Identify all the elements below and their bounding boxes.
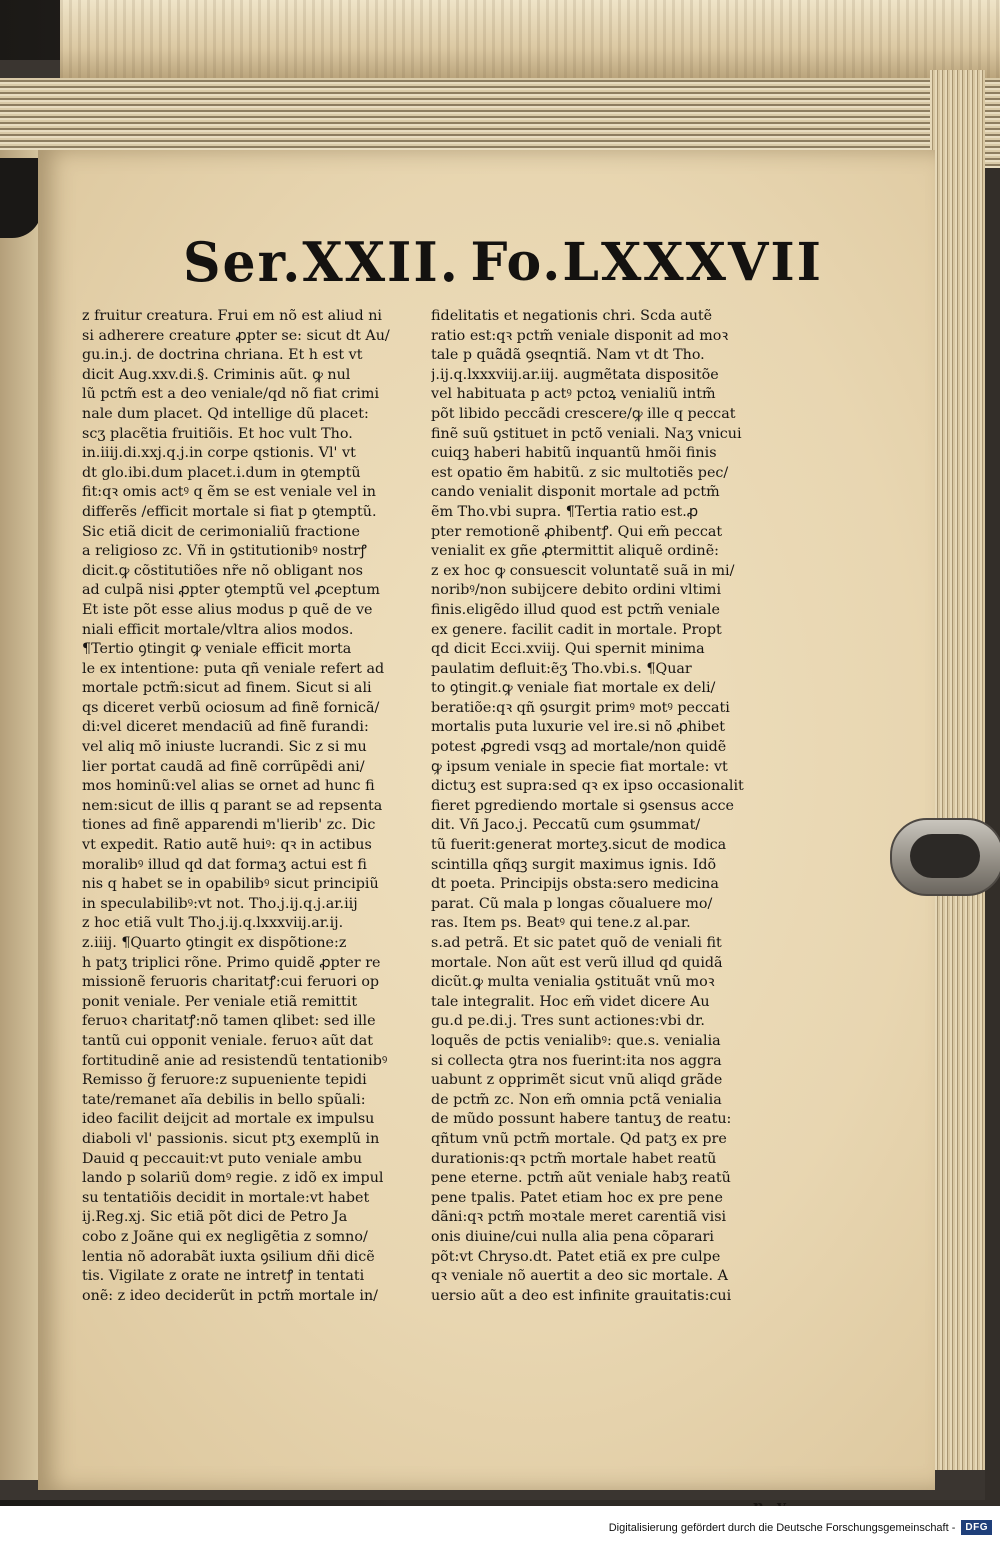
text-line: niali efficit mortale/vltra alios modos. xyxy=(82,621,354,638)
text-line: ponit veniale. Per veniale etiã remittit xyxy=(82,993,358,1010)
text-line: z.iiij. ¶Quarto ꝯtingit ex dispõtione:z xyxy=(82,935,347,951)
text-line: si adherere creature ꝓpter se: sicut dt Au/ xyxy=(82,327,390,344)
text-line: qs diceret verbũ ociosum ad finẽ fornicã/ xyxy=(82,699,380,716)
text-line: nem:sicut de illis q parant se ad repsenta xyxy=(82,797,383,814)
footer-bar xyxy=(0,1506,1000,1541)
text-line: differẽs /efficit mortale si fiat p ꝯtemptũ. xyxy=(82,503,377,520)
text-line: mos hominũ:vel alias se ornet ad hunc fi xyxy=(82,778,375,795)
page-edges-top xyxy=(60,0,1000,82)
text-line: qñtum vnũ pctm̃ mortale. Qd patʒ ex pre xyxy=(431,1130,727,1147)
dfg-logo-icon: DFG xyxy=(961,1520,992,1535)
text-line: mortale. Non aũt est verũ illud qd quidã xyxy=(431,954,723,971)
text-line: z hoc etiã vult Tho.j.ij.q.lxxxviij.ar.ij. xyxy=(82,915,344,932)
text-line: onis diuine/cui nulla alia pena cõparari xyxy=(431,1228,714,1245)
text-line: ad culpã nisi ꝓpter ꝯtemptũ vel ꝓceptum xyxy=(82,582,380,599)
text-line: in.iiij.di.xxj.q.j.in corpe qstionis. Vl' vt xyxy=(82,445,356,462)
text-line: fieret pgrediendo mortale si ꝯsensus acce xyxy=(431,797,735,814)
text-line: tantũ cui opponit veniale. feruoꝛ aũt dat xyxy=(82,1032,374,1049)
text-line: durationis:qꝛ pctm̃ mortale habet reatũ xyxy=(431,1150,717,1167)
text-line: dicit.ꝙ cõstitutiões nr̃e nõ obligant nos xyxy=(82,562,364,579)
text-line: põt libido peccãdi crescere/ꝙ ille q peccat xyxy=(431,405,736,422)
text-line: põt:vt Chryso.dt. Patet etiã ex pre culpe xyxy=(431,1248,721,1265)
text-line: lier portat caudã ad finẽ corrũpẽdi ani/ xyxy=(82,758,365,775)
text-line: mortalis puta luxurie vel ire.si nõ ꝓhibet xyxy=(431,719,726,736)
text-line: Dauid q peccauit:vt puto veniale ambu xyxy=(82,1150,363,1167)
text-column-left xyxy=(82,307,422,1306)
text-line: Sic etiã dicit de cerimonialiũ fractione xyxy=(82,523,361,540)
text-line: cobo z Joãne qui ex negligẽtia z somno/ xyxy=(82,1228,368,1245)
text-line: venialit ex gñe ꝓtermittit aliquẽ ordinẽ: xyxy=(431,543,719,560)
text-line: lũ pctm̃ est a deo veniale/qd nõ fiat crimi xyxy=(82,386,380,403)
text-line: Remisso g̃ feruore:z supueniente tepidi xyxy=(82,1072,367,1089)
text-line: tale p quãdã ꝯseqntiã. Nam vt dt Tho. xyxy=(431,347,705,364)
text-line: pene eterne. pctm̃ aũt veniale habʒ reatũ xyxy=(431,1170,731,1187)
book-clasp xyxy=(890,818,1000,896)
text-line: scintilla qñqꝫ surgit maximus ignis. Idõ xyxy=(431,856,717,873)
text-line: le ex intentione: puta qñ veniale refert ad xyxy=(82,660,385,677)
text-line: ẽm Tho.vbi supra. ¶Tertia ratio est.ꝓ xyxy=(431,503,698,520)
text-line: est opatio ẽm habitũ. z sic multotiẽs pec/ xyxy=(431,464,729,481)
text-line: pter remotionẽ ꝓhibentꝭ. Qui em̃ peccat xyxy=(431,523,723,540)
text-line: beratiõe:qꝛ qñ ꝯsurgit primꝰ motꝰ peccati xyxy=(431,699,730,716)
text-line: missionẽ feruoris charitatꝭ:cui feruori op xyxy=(82,974,380,991)
facing-page-edge xyxy=(0,150,40,1480)
text-line: to ꝯtingit.ꝙ veniale fiat mortale ex deli/ xyxy=(431,680,716,697)
text-line: ¶Tertio ꝯtingit ꝙ veniale efficit morta xyxy=(82,641,352,658)
text-line: scʒ placẽtia fruitiõis. Et hoc vult Tho. xyxy=(82,425,353,442)
text-line: qꝛ veniale nõ auertit a deo sic mortale. A xyxy=(431,1268,728,1285)
text-line: z fruitur creatura. Frui em nõ est aliud ni xyxy=(82,308,382,324)
text-line: nale dum placet. Qd intellige dũ placet: xyxy=(82,405,369,422)
folio-number: Fo.LXXXVII xyxy=(470,232,823,293)
text-line: onẽ: z ideo deciderũt in pctm̃ mortale in/ xyxy=(82,1287,378,1304)
text-line: de pctm̃ zc. Non em̃ omnia pctã venialia xyxy=(431,1091,722,1108)
text-line: dicit Aug.xxv.di.§. Criminis aũt. ꝙ nul xyxy=(82,366,351,383)
text-line: ras. Item ps. Beatꝰ qui tene.z al.par. xyxy=(431,915,691,932)
text-line: si collecta ꝯtra nos fuerint:ita nos aggra xyxy=(431,1052,722,1069)
sermon-number: Ser.XXII. xyxy=(183,230,460,295)
text-line: gu.in.j. de doctrina chriana. Et h est vt xyxy=(82,347,363,364)
text-line: fortitudinẽ anie ad resistendũ tentationibꝰ xyxy=(82,1052,388,1069)
text-line: tate/remanet aĩa debilis in bello spũali: xyxy=(82,1091,366,1108)
text-line: ꝙ ipsum veniale in specie fiat mortale: vt xyxy=(431,758,728,775)
text-line: uersio aũt a deo est infinite grauitatis:cui xyxy=(431,1287,732,1304)
text-line: dictuʒ est supra:sed qꝛ ex ipso occasionalit xyxy=(431,778,744,795)
text-line: z ex hoc ꝙ consuescit voluntatẽ suã in mi/ xyxy=(431,562,735,579)
text-line: su tentatiõis decidit in mortale:vt habet xyxy=(82,1189,370,1206)
credit-line xyxy=(609,1520,992,1535)
text-line: feruoꝛ charitatꝭ:nõ tamen qlibet: sed ille xyxy=(82,1013,376,1030)
text-line: ratio est:qꝛ pctm̃ veniale disponit ad moꝛ xyxy=(431,327,729,344)
text-line: cuiqꝫ haberi habitũ inquantũ hmõi finis xyxy=(431,445,717,462)
text-line: a religioso zc. Vñ in ꝯstitutionibꝰ nostrꝭ xyxy=(82,543,367,560)
text-line: h patʒ triplici rõne. Primo quidẽ ꝓpter re xyxy=(82,954,381,971)
text-line: potest ꝓgredi vsqꝫ ad mortale/non quidẽ xyxy=(431,739,727,756)
facing-page-curl xyxy=(0,158,42,238)
text-line: parat. Cũ mala p longas cõualuere mo/ xyxy=(431,895,713,912)
text-line: fidelitatis et negationis chri. Scda autẽ xyxy=(431,308,713,324)
text-line: lentia nõ adorabãt iuxta ꝯsilium dñi dicẽ xyxy=(82,1248,375,1265)
text-line: vel habituata p actꝰ pctoꝝ venialiũ intm̃ xyxy=(431,386,716,403)
text-line: pene tpalis. Patet etiam hoc ex pre pene xyxy=(431,1189,723,1206)
text-line: fit:qꝛ omis actꝰ q ẽm se est veniale vel in xyxy=(82,484,377,501)
text-line: tis. Vigilate z orate ne intretꝭ in tentati xyxy=(82,1268,365,1285)
text-line: finis.eligẽdo illud quod est pctm̃ veniale xyxy=(431,601,720,618)
text-line: lando p solariũ domꝰ regie. z idõ ex impul xyxy=(82,1170,384,1187)
text-line: paulatim defluit:ẽʒ Tho.vbi.s. ¶Quar xyxy=(431,660,692,677)
text-line: Et iste põt esse alius modus p quẽ de ve xyxy=(82,601,373,618)
text-line: vt expedit. Ratio autẽ huiꝰ: qꝛ in actibus xyxy=(82,837,372,854)
text-line: ij.Reg.xj. Sic etiã põt dici de Petro Ja xyxy=(82,1209,348,1226)
text-line: j.ij.q.lxxxviij.ar.iij. augmẽtata dispositõe xyxy=(431,366,719,383)
text-line: s.ad petrã. Et sic patet quõ de veniali fit xyxy=(431,935,722,951)
credit-text: Digitalisierung gefördert durch die Deutsche Forschungsgemeinschaft - xyxy=(608,1521,956,1534)
text-column-right xyxy=(431,307,786,1306)
text-line: dãni:qꝛ pctm̃ moꝛtale meret carentiã visi xyxy=(431,1209,727,1226)
text-line: uabunt z opprimẽt sicut vnũ aliqd grãde xyxy=(431,1072,723,1089)
text-line: noribꝰ/non subijcere debito ordini vltimi xyxy=(431,582,722,599)
text-line: vel aliq mõ iniuste lucrandi. Sic z si mu xyxy=(82,739,367,756)
text-line: moralibꝰ illud qd dat formaʒ actui est fi xyxy=(82,856,367,873)
text-line: di:vel diceret mendaciũ ad finẽ furandi: xyxy=(82,719,369,736)
text-line: mortale pctm̃:sicut ad finem. Sicut si ali xyxy=(82,680,372,697)
text-line: dicũt.ꝙ multa venialia ꝯstituãt vnũ moꝛ xyxy=(431,974,715,991)
text-line: gu.d pe.di.j. Tres sunt actiones:vbi dr. xyxy=(431,1013,705,1030)
printed-page xyxy=(38,150,935,1490)
text-line: dt poeta. Principijs obsta:sero medicina xyxy=(431,876,719,893)
text-line: qd dicit Ecci.xviij. Qui spernit minima xyxy=(431,641,705,658)
text-line: de mũdo possunt habere tantuʒ de reatu: xyxy=(431,1111,732,1128)
text-line: dt glo.ibi.dum placet.i.dum in ꝯtemptũ xyxy=(82,464,361,481)
text-line: dit. Vñ Jaco.j. Peccatũ cum ꝯsummat/ xyxy=(431,817,701,834)
text-line: tale integralit. Hoc em̃ videt dicere Au xyxy=(431,993,710,1010)
text-line: ex genere. facilit cadit in mortale. Propt xyxy=(431,621,722,638)
text-line: diaboli vl' passionis. sicut ptʒ exemplũ in xyxy=(82,1130,380,1147)
text-line: tiones ad finẽ apparendi m'lierib' zc. Dic xyxy=(82,817,376,834)
text-line: in speculabilibꝰ:vt not. Tho.j.ij.q.j.ar.iij xyxy=(82,895,358,912)
page-header xyxy=(143,230,823,316)
text-line: ideo facilit deijcit ad mortale ex impulsu xyxy=(82,1111,375,1128)
page-edges-right xyxy=(930,70,985,1470)
text-line: tũ fuerit:generat morteʒ.sicut de modica xyxy=(431,837,727,854)
text-line: cando venialit disponit mortale ad pctm̃ xyxy=(431,484,720,501)
text-line: loquẽs de pctis venialibꝰ: que.s. venialia xyxy=(431,1032,721,1049)
text-line: finẽ suũ ꝯstituet in pctõ veniali. Naʒ vnicui xyxy=(431,425,742,442)
text-line: nis q habet se in opabilibꝰ sicut principiũ xyxy=(82,876,379,893)
